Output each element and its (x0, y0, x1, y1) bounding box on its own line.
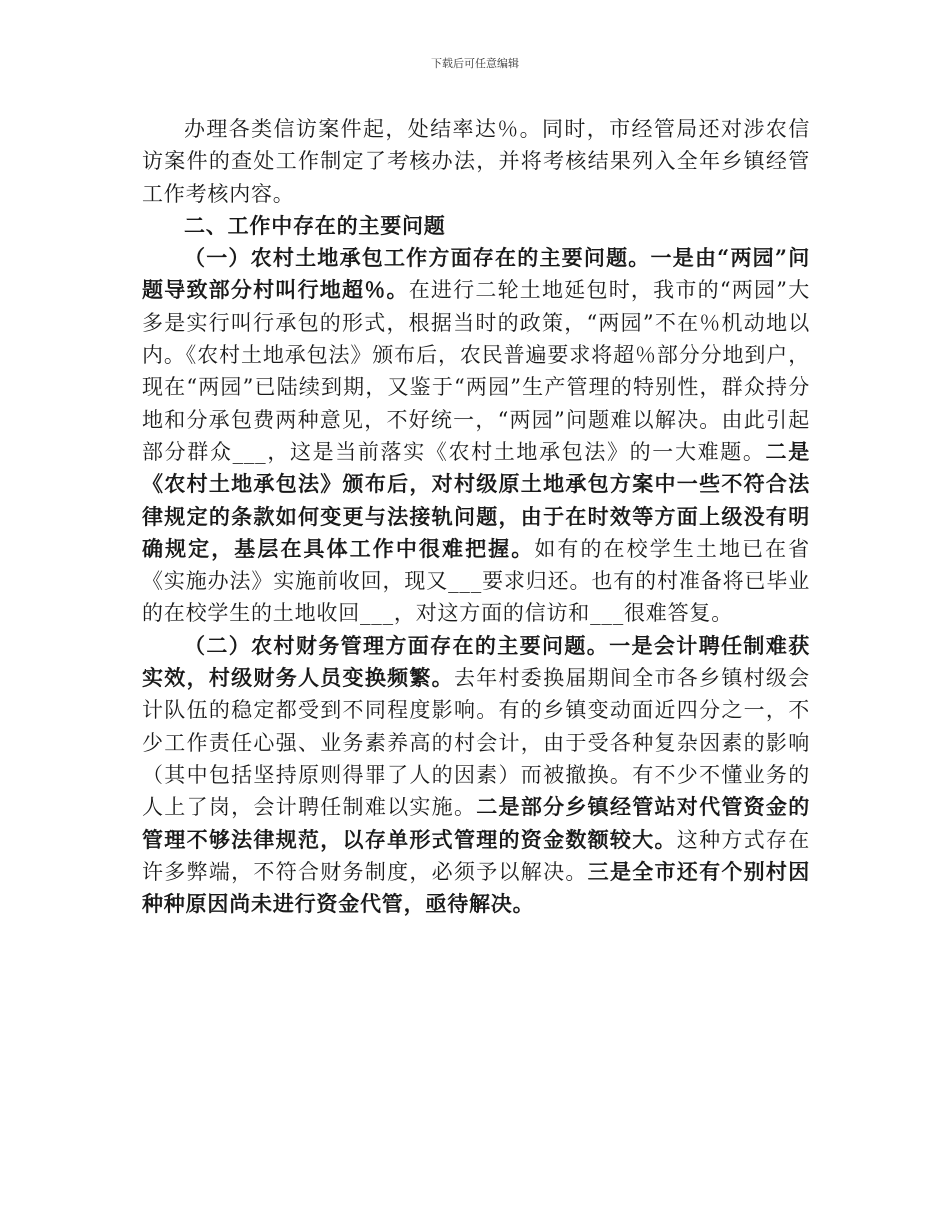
page-header: 下载后可任意编辑 (431, 57, 519, 70)
land-contract-text-1: 在进行二轮土地延包时，我市的“两园”大多是实行叫行承包的形式，根据当时的政策，“两园”不在％机动地以内。《农村土地承包法》颁布后，农民普遍要求将超％部分分地到户，现在“两园”已陆续到期，又鉴于“两园”生产管理的特别性，群众持分地和分承包费两种意见，不好统一，“两园”问题难以解决。由此引起部分群众___，这是当前落实《农村土地承包法》的一大难题。 (142, 278, 810, 464)
paragraph-casework: 办理各类信访案件起，处结率达％。同时，市经管局还对涉农信访案件的查处工作制定了考核办法，并将考核结果列入全年乡镇经管工作考核内容。 (142, 117, 810, 206)
section-heading-problems: 二、工作中存在的主要问题 (184, 212, 446, 238)
finance-point-2: 二是部分乡镇经管站对代管资金的管理不够法律规范，以存单形式管理的资金数额较大。 (142, 794, 811, 852)
finance-point-3: 三是全市还有个别村因种种原因尚未进行资金代管，亟待解决。 (142, 858, 811, 917)
document-body (142, 113, 810, 920)
finance-text-1: 去年村委换届期间全市各乡镇村级会计队伍的稳定都受到不同程度影响。有的乡镇变动面近四分之一，不少工作责任心强、业务素养高的村会计，由于受各种复杂因素的影响（其中包括坚持原则得罪了人的因素）而被撤换。有不少不懂业务的人上了岗，会计聘任制难以实施。 (142, 666, 810, 820)
finance-text-2: 这种方式存在许多弊端，不符合财务制度，必须予以解决。 (142, 827, 810, 884)
subheading-land-contract: （一）农村土地承包工作方面存在的主要问题。一是由“两园”问题导致部分村叫行地超％。 (142, 245, 810, 303)
subheading-finance: （二）农村财务管理方面存在的主要问题。一是会计聘任制难获实效，村级财务人员变换频繁。 (142, 632, 810, 691)
paragraph-land-contract (142, 242, 810, 630)
paragraph-finance (142, 630, 810, 921)
land-contract-text-2: 如有的在校学生土地已在省《实施办法》实施前收回，现又___要求归还。也有的村准备将已毕业的在校学生的土地收回___，对这方面的信访和___很难答复。 (142, 536, 810, 626)
land-contract-point-2: 二是《农村土地承包法》颁布后，对村级原土地承包方案中一些不符合法律规定的条款如何变更与法接轨问题，由于在时效等方面上级没有明确规定，基层在具体工作中很难把握。 (142, 438, 810, 561)
